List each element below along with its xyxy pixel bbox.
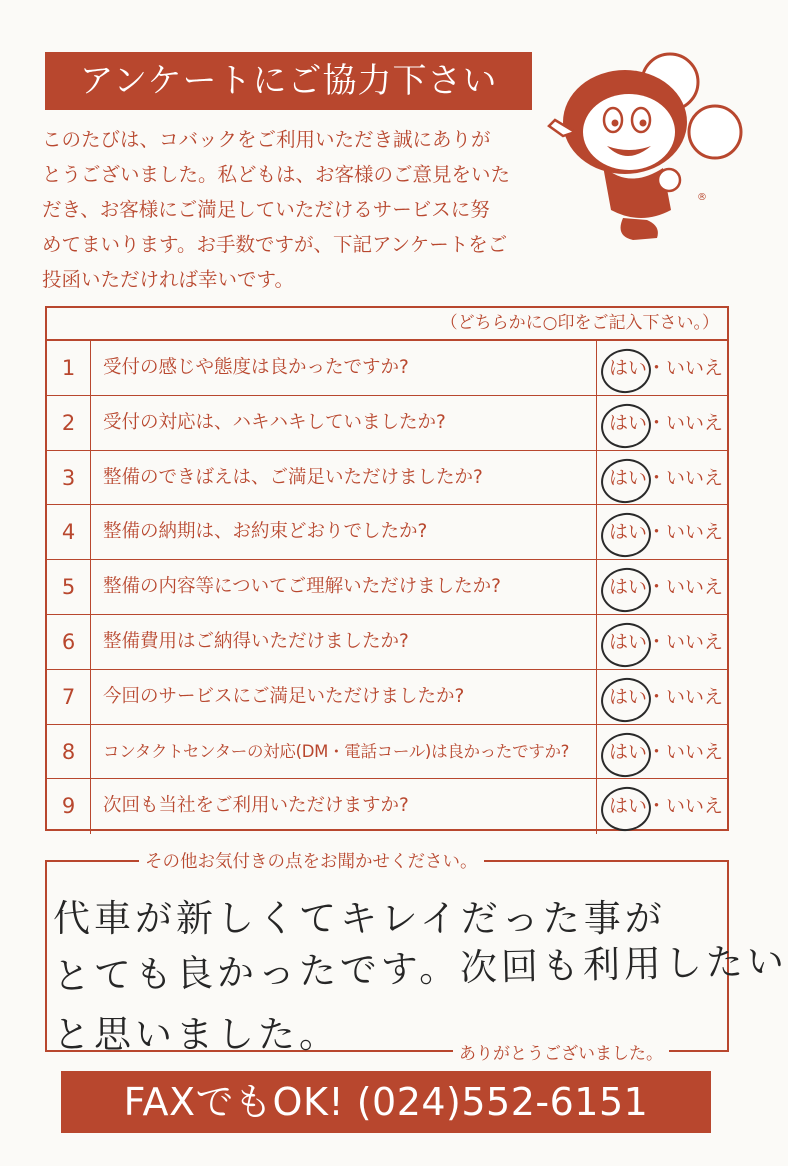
intro-line: このたびは、コバックをご利用いただき誠にありが [42,128,491,151]
question-number: 1 [47,341,91,395]
answer-no-option[interactable]: ・いいえ [647,521,724,544]
intro-line: めてまいります。お手数ですが、下記アンケートをご [42,233,508,256]
comment-box [45,852,788,1064]
answer-no-option[interactable]: ・いいえ [647,466,724,489]
answer-yes-option[interactable] [609,725,647,779]
answer-circle-mark [598,729,654,780]
handwritten-line: 代車が新しくてキレイだった事が [53,897,666,940]
question-row [47,451,727,506]
answer-yes-label: はい [609,630,648,653]
answer-yes-option[interactable] [609,779,647,833]
answer-yes-label: はい [609,740,648,763]
answer-options [596,779,727,834]
intro-line: とうございました。私どもは、お客様のご意見をいた [42,163,511,186]
mascot-illustration [545,40,745,250]
handwritten-line: とても良かったです。次回も利用したい [52,939,788,998]
comment-label: その他お気付きの点をお聞かせください。 [139,848,484,873]
answer-yes-label: はい [609,357,648,379]
answer-circle-mark [598,675,654,726]
question-number: 2 [47,396,91,450]
answer-options [596,615,727,669]
question-row [47,505,727,560]
answer-yes-option[interactable] [609,505,647,559]
question-text: 整備のできばえは、ご満足いただけましたか? [103,466,483,488]
answer-yes-option[interactable] [609,560,647,614]
question-list [47,341,727,834]
answer-no-option[interactable]: ・いいえ [647,740,724,763]
answer-circle-mark [598,401,654,452]
answer-no-option[interactable]: ・いいえ [647,630,724,653]
answer-options [596,725,727,779]
answer-yes-option[interactable] [609,451,647,505]
answer-no-option[interactable]: ・いいえ [647,411,724,434]
question-number: 4 [47,505,91,559]
question-text: 整備費用はご納得いただけましたか? [103,630,409,652]
answer-yes-option[interactable] [609,670,647,724]
answer-options [596,396,727,450]
registered-mark: ® [697,192,707,203]
question-row [47,725,727,780]
intro-text [42,122,547,297]
survey-title-banner: アンケートにご協力下さい [45,52,532,110]
question-number: 6 [47,615,91,669]
answer-yes-label: はい [609,795,648,818]
intro-line: 投函いただければ幸いです。 [42,268,294,291]
question-row [47,341,727,396]
fax-banner: FAXでもOK! (024)552-6151 [61,1071,711,1133]
answer-options [596,341,727,395]
answer-circle-mark [598,565,654,616]
question-text: 受付の感じや態度は良かったですか? [103,357,409,378]
question-text: コンタクトセンターの対応(DM・電話コール)は良かったですか? [103,741,570,761]
answer-yes-option[interactable] [609,341,647,395]
answer-options [596,670,727,724]
intro-line: だき、お客様にご満足していただけるサービスに努 [42,198,490,221]
answer-yes-label: はい [609,685,648,708]
question-text: 受付の対応は、ハキハキしていましたか? [103,411,446,433]
answer-options [596,505,727,559]
answer-circle-mark [598,346,654,397]
thanks-text: ありがとうございました。 [453,1039,669,1064]
answer-yes-option[interactable] [609,396,647,450]
question-number: 8 [47,725,91,779]
answer-no-option[interactable]: ・いいえ [647,685,724,708]
question-number: 3 [47,451,91,505]
handwritten-line: と思いました。 [53,1013,340,1056]
answer-options [596,451,727,505]
handwritten-comment[interactable] [52,890,788,1064]
answer-circle-mark [598,620,654,671]
survey-table [45,306,729,831]
answer-yes-label: はい [609,411,648,434]
question-text: 今回のサービスにご満足いただけましたか? [103,685,465,707]
answer-no-option[interactable]: ・いいえ [647,795,724,818]
question-row [47,670,727,725]
mascot-icon [545,40,745,250]
question-row [47,615,727,670]
answer-circle-mark [598,784,654,835]
question-row [47,779,727,834]
answer-no-option[interactable]: ・いいえ [647,357,724,379]
question-number: 9 [47,779,91,834]
answer-yes-label: はい [609,466,648,489]
question-text: 次回も当社をご利用いただけますか? [103,795,409,817]
question-row [47,396,727,451]
question-text: 整備の納期は、お約束どおりでしたか? [103,521,428,543]
answer-circle-mark [598,510,654,561]
question-number: 5 [47,560,91,614]
question-number: 7 [47,670,91,724]
answer-options [596,560,727,614]
answer-yes-label: はい [609,576,648,599]
answer-yes-option[interactable] [609,615,647,669]
question-row [47,560,727,615]
question-text: 整備の内容等についてご理解いただけましたか? [103,576,501,598]
survey-instruction: （どちらかに○印をご記入下さい。） [47,308,727,341]
answer-no-option[interactable]: ・いいえ [647,576,724,599]
answer-yes-label: はい [609,521,648,544]
answer-circle-mark [598,455,654,506]
